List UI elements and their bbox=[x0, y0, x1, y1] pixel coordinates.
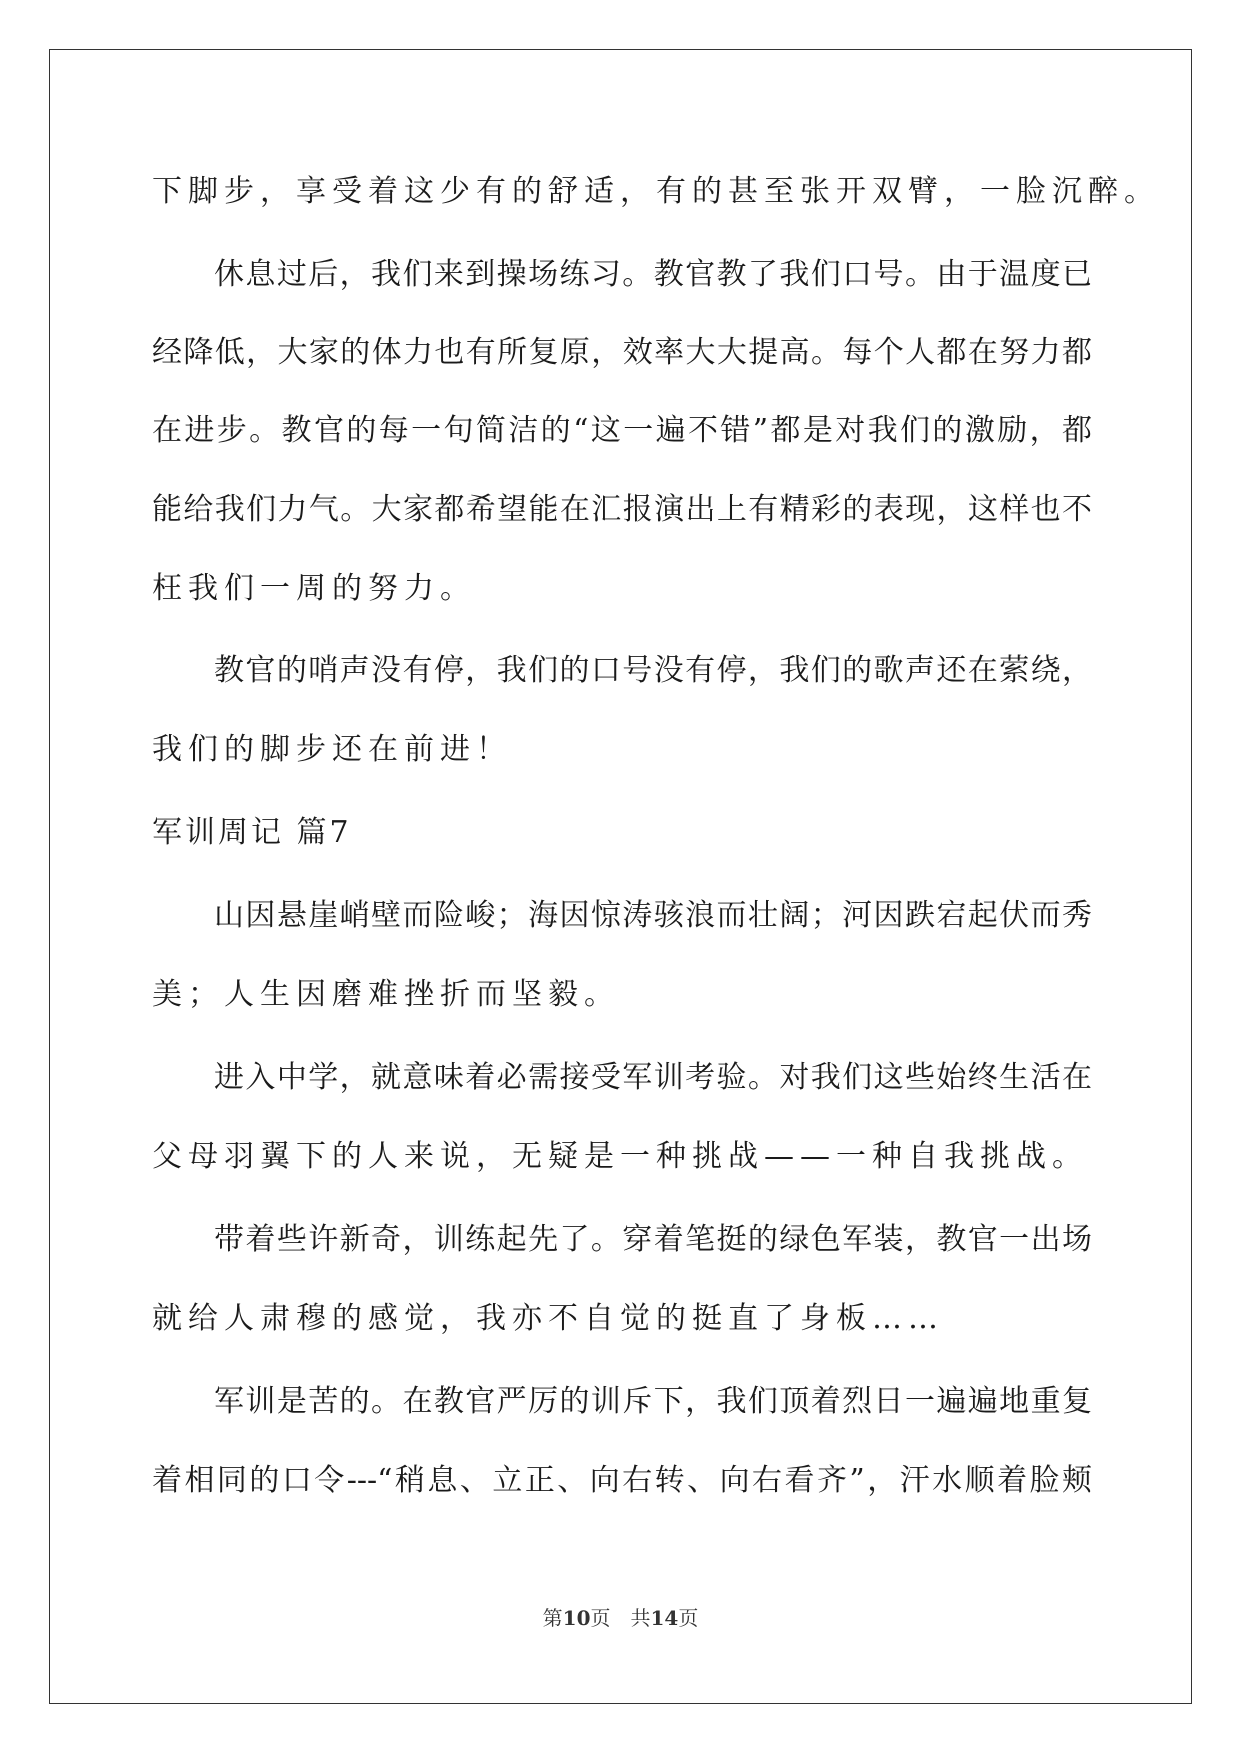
page-number-footer bbox=[0, 1606, 1241, 1630]
page-prefix: 第 bbox=[542, 1606, 563, 1630]
paragraph-first-line: 进入中学，就意味着必需接受军训考验。对我们这些始终生活在 bbox=[214, 1060, 1092, 1095]
text-line: 着相同的口令---“稍息、立正、向右转、向右看齐”，汗水顺着脸颊 bbox=[152, 1463, 1092, 1498]
text-line: 枉我们一周的努力。 bbox=[152, 571, 476, 606]
current-page-number: 10 bbox=[562, 1606, 591, 1630]
total-page-number: 14 bbox=[650, 1606, 679, 1630]
paragraph-first-line: 山因悬崖峭壁而险峻；海因惊涛骇浪而壮阔；河因跌宕起伏而秀 bbox=[214, 898, 1092, 933]
text-line: 经降低，大家的体力也有所复原，效率大大提高。每个人都在努力都 bbox=[152, 335, 1092, 370]
text-line: 美；人生因磨难挫折而坚毅。 bbox=[152, 977, 620, 1012]
text-line: 就给人肃穆的感觉，我亦不自觉的挺直了身板…… bbox=[152, 1301, 944, 1336]
page-border bbox=[49, 49, 1192, 1704]
text-line: 能给我们力气。大家都希望能在汇报演出上有精彩的表现，这样也不 bbox=[152, 492, 1092, 527]
section-heading: 军训周记 篇7 bbox=[152, 815, 352, 850]
paragraph-first-line: 带着些许新奇，训练起先了。穿着笔挺的绿色军装，教官一出场 bbox=[214, 1222, 1092, 1257]
page-mid: 页 共 bbox=[590, 1606, 651, 1630]
text-line: 我们的脚步还在前进！ bbox=[152, 732, 512, 767]
paragraph-first-line: 教官的哨声没有停，我们的口号没有停，我们的歌声还在萦绕， bbox=[214, 653, 1092, 688]
page-suffix: 页 bbox=[678, 1606, 699, 1630]
paragraph-first-line: 休息过后，我们来到操场练习。教官教了我们口号。由于温度已 bbox=[214, 257, 1092, 292]
text-line: 在进步。教官的每一句简洁的“这一遍不错”都是对我们的激励，都 bbox=[152, 413, 1092, 448]
text-line: 下脚步，享受着这少有的舒适，有的甚至张开双臂，一脸沉醉。 bbox=[152, 174, 1160, 209]
text-line: 父母羽翼下的人来说，无疑是一种挑战——一种自我挑战。 bbox=[152, 1139, 1088, 1174]
paragraph-first-line: 军训是苦的。在教官严厉的训斥下，我们顶着烈日一遍遍地重复 bbox=[214, 1384, 1092, 1419]
